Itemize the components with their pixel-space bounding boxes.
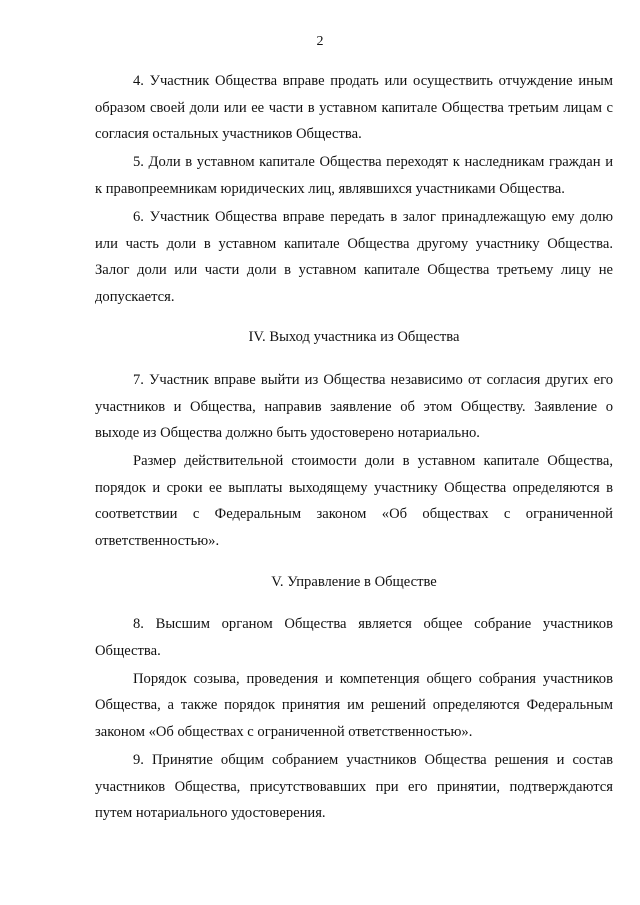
- paragraph-5: 5. Доли в уставном капитале Общества переходят к наследникам граждан и к правопреемникам юридических лиц, являвшихся участниками Общества.: [95, 154, 613, 197]
- section-heading-v: V. Управление в Обществе: [271, 573, 437, 590]
- page-number: 2: [316, 34, 324, 49]
- paragraph-8-continued: Порядок созыва, проведения и компетенция общего собрания участников Общества, а также порядок принятия им решений определяются Федеральным законом «Об обществах с ограниченной ответственностью».: [95, 670, 613, 741]
- paragraph-7-continued: Размер действительной стоимости доли в уставном капитале Общества, порядок и сроки ее выплаты выходящему участнику Общества определяются в соответствии с Федеральным законом «Об обществах с ограниченной ответственностью».: [95, 453, 613, 549]
- paragraph-7: 7. Участник вправе выйти из Общества независимо от согласия других его участников и Общества, направив заявление об этом Обществу. Заявление о выходе из Общества должно быть удостоверено нотариально.: [95, 371, 613, 442]
- paragraph-9: 9. Принятие общим собранием участников Общества решения и состав участников Общества, присутствовавших при его принятии, подтверждаются путем нотариального удостоверения.: [95, 752, 613, 822]
- paragraph-6: 6. Участник Общества вправе передать в залог принадлежащую ему долю или часть доли в уставном капитале Общества другому участнику Общества. Залог доли или части доли в уставном капитале Общества третьему лицу не допускается.: [95, 208, 613, 305]
- document-body: [95, 68, 613, 828]
- paragraph-4: 4. Участник Общества вправе продать или осуществить отчуждение иным образом своей доли или ее части в уставном капитале Общества третьим лицам с согласия остальных участников Общества.: [95, 73, 613, 143]
- section-heading-iv: IV. Выход участника из Общества: [248, 329, 460, 346]
- paragraph-8: 8. Высшим органом Общества является общее собрание участников Общества.: [95, 616, 613, 659]
